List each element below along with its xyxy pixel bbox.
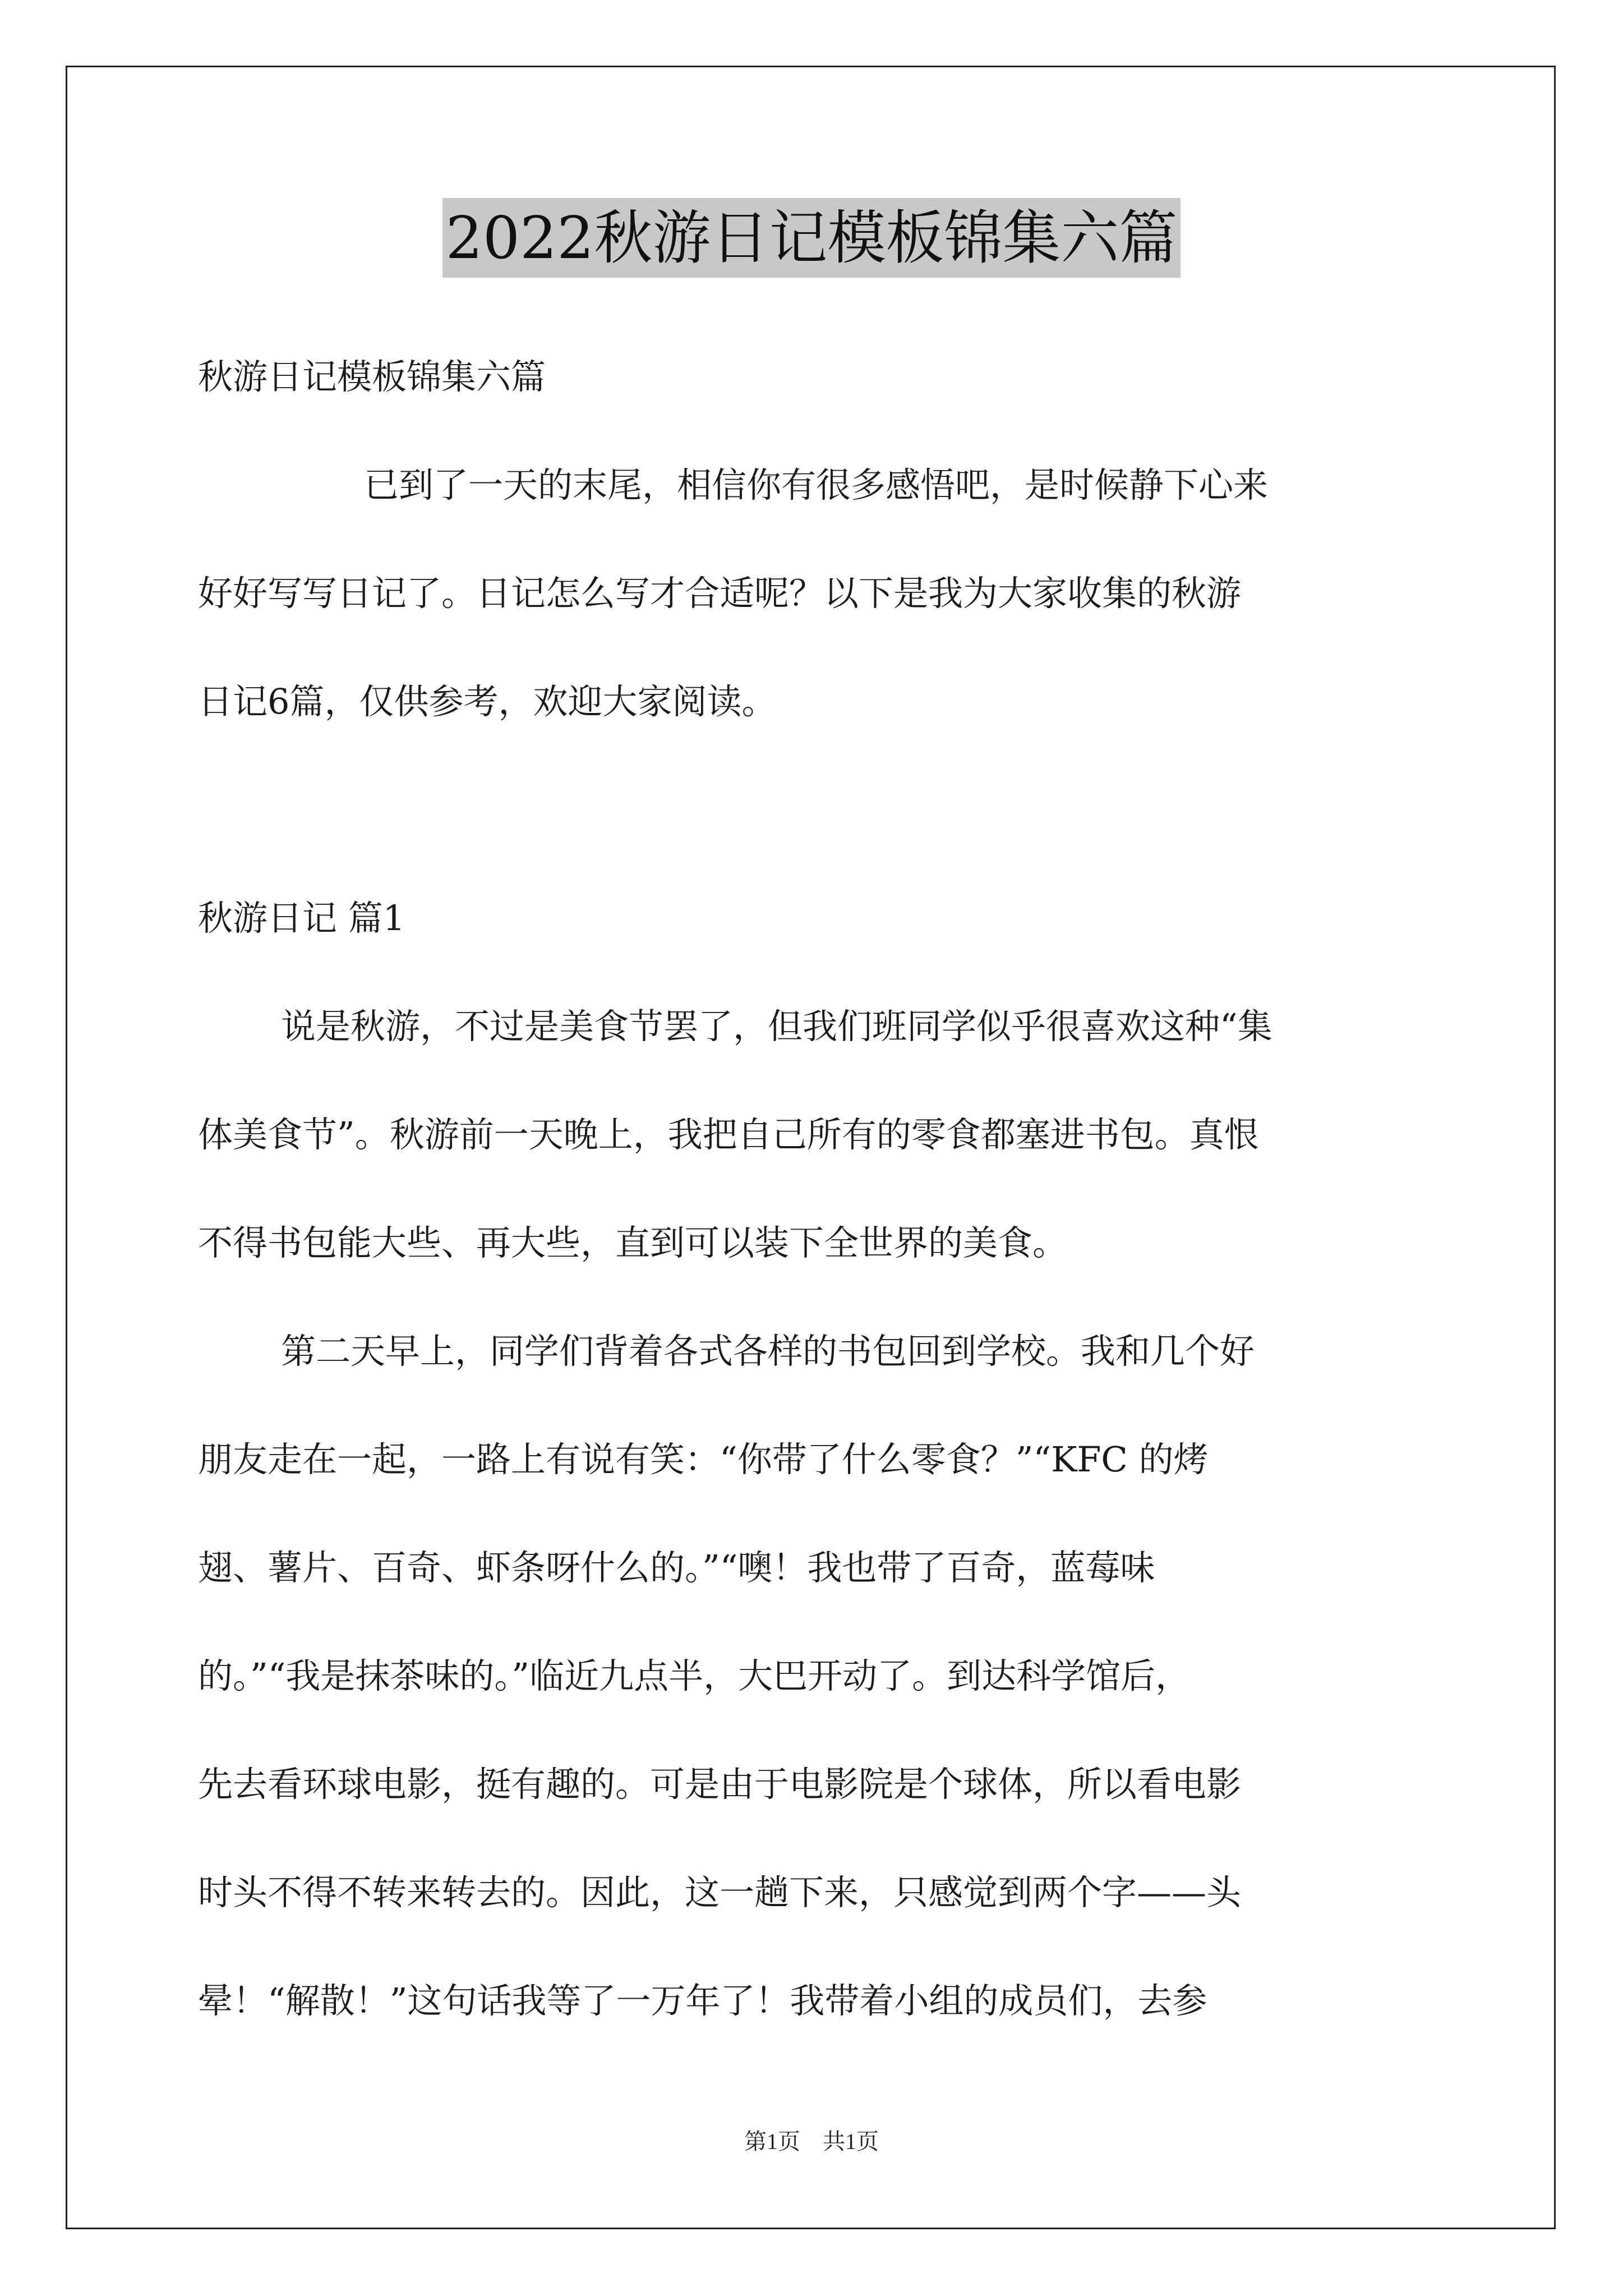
document-title: 2022秋游日记模板锦集六篇 <box>442 198 1181 278</box>
body-paragraph-line: 不得书包能大些、再大些，直到可以装下全世界的美食。 <box>198 1222 1068 1263</box>
body-paragraph-line: 体美食节”。秋游前一天晚上，我把自己所有的零食都塞进书包。真恨 <box>198 1114 1259 1155</box>
intro-paragraph-line: 日记6篇，仅供参考，欢迎大家阅读。 <box>198 681 777 722</box>
document-subtitle: 秋游日记模板锦集六篇 <box>198 356 546 397</box>
page-footer: 第1页 共1页 <box>744 2129 879 2154</box>
intro-paragraph-line: 已到了一天的末尾，相信你有很多感悟吧，是时候静下心来 <box>364 464 1269 505</box>
body-paragraph-line: 第二天早上，同学们背着各式各样的书包回到学校。我和几个好 <box>281 1331 1255 1372</box>
body-paragraph-line: 晕！“解散！”这句话我等了一万年了！我带着小组的成员们，去参 <box>198 1980 1207 2021</box>
body-paragraph-line: 朋友走在一起，一路上有说有笑：“你带了什么零食？”“KFC 的烤 <box>198 1439 1209 1480</box>
body-paragraph-line: 时头不得不转来转去的。因此，这一趟下来，只感觉到两个字——头 <box>198 1872 1242 1913</box>
section-heading: 秋游日记 篇1 <box>198 898 405 938</box>
title-container <box>0 198 1623 278</box>
body-paragraph-line: 的。”“我是抹茶味的。”临近九点半，大巴开动了。到达科学馆后， <box>198 1655 1191 1696</box>
intro-paragraph-line: 好好写写日记了。日记怎么写才合适呢？以下是我为大家收集的秋游 <box>198 573 1242 614</box>
body-paragraph-line: 先去看环球电影，挺有趣的。可是由于电影院是个球体，所以看电影 <box>198 1764 1242 1805</box>
body-paragraph-line: 翅、薯片、百奇、虾条呀什么的。”“噢！我也带了百奇，蓝莓味 <box>198 1547 1155 1588</box>
body-paragraph-line: 说是秋游，不过是美食节罢了，但我们班同学似乎很喜欢这种“集 <box>281 1006 1272 1047</box>
